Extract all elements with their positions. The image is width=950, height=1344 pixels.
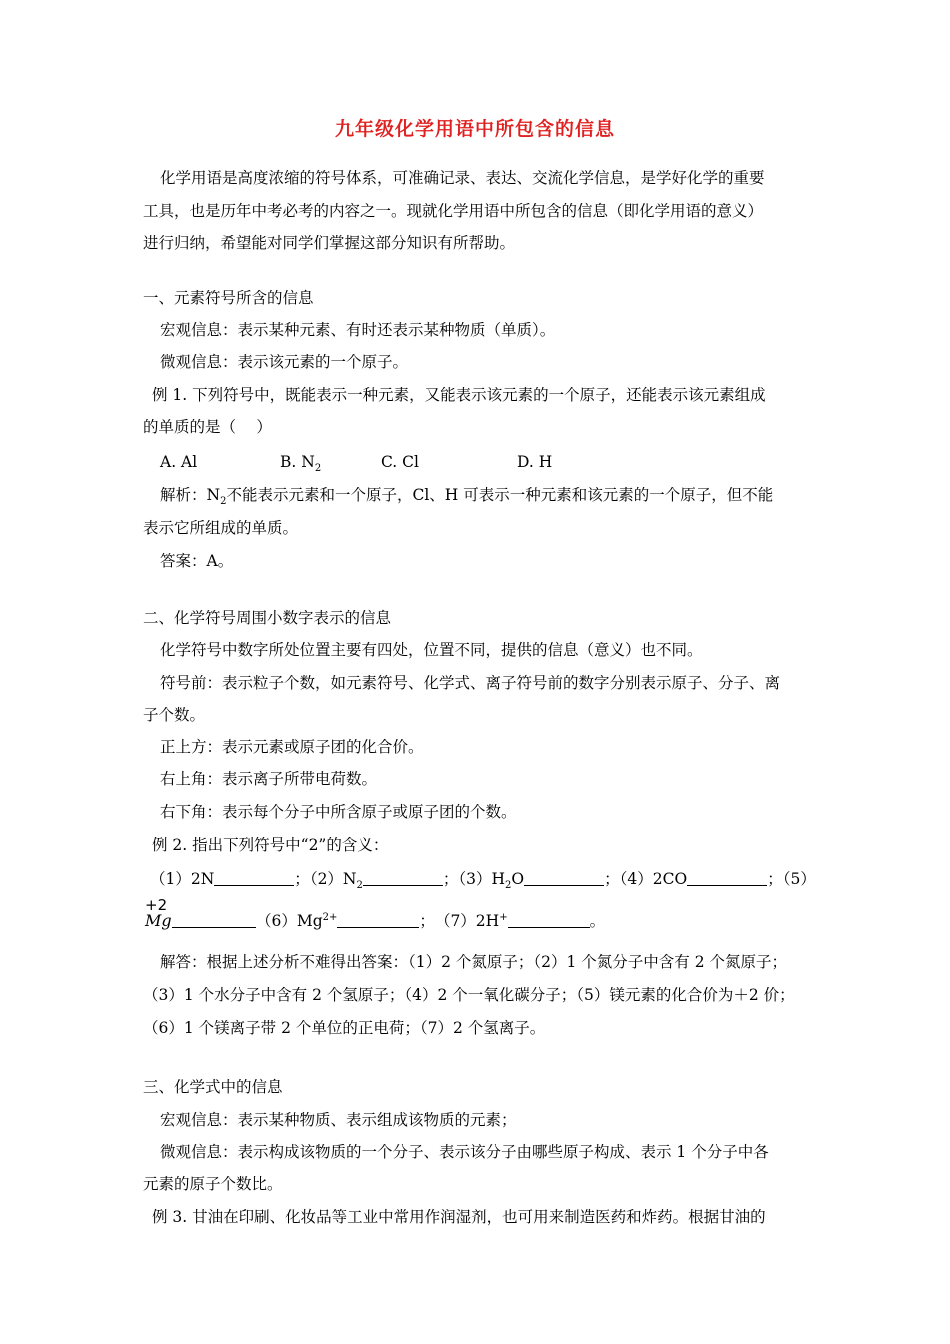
valence-charge: +2 bbox=[145, 896, 168, 914]
example2-questions-row-2: $(6)Mg^{2+}$ ； （7）2H+ 。 bbox=[172, 911, 605, 931]
option-d: D. H bbox=[517, 453, 553, 471]
lower-right: 右下角：表示每个分子中所含原子或原子团的个数。 bbox=[160, 803, 517, 821]
section2-line-1: 化学符号中数字所处位置主要有四处，位置不同，提供的信息（意义）也不同。 bbox=[160, 641, 703, 659]
answer-blank-4[interactable] bbox=[687, 871, 767, 886]
intro-line-3: 进行归纳，希望能对同学们掌握这部分知识有所帮助。 bbox=[143, 234, 516, 252]
section2-heading: 二、化学符号周围小数字表示的信息 bbox=[143, 609, 392, 627]
question-4: （4）2CO bbox=[619, 870, 688, 888]
valence-symbol-mg bbox=[145, 898, 172, 928]
answer1: 答案：A。 bbox=[160, 552, 234, 570]
before-symbol-line-2: 子个数。 bbox=[143, 706, 206, 724]
answer-blank-2[interactable] bbox=[363, 871, 443, 886]
section3-heading: 三、化学式中的信息 bbox=[143, 1078, 283, 1096]
example1-options bbox=[160, 452, 580, 475]
answer-blank-6[interactable] bbox=[337, 913, 419, 928]
section1-heading: 一、元素符号所含的信息 bbox=[143, 289, 314, 307]
question-7: （7）2H+ bbox=[442, 911, 508, 930]
answer-blank-7[interactable] bbox=[508, 913, 590, 928]
analysis1-line-2: 表示它所组成的单质。 bbox=[143, 519, 299, 537]
section1-macro: 宏观信息：表示某种元素、有时还表示某种物质（单质）。 bbox=[160, 321, 556, 339]
answer2-line-1: 解答：根据上述分析不难得出答案：（1）2 个氮原子；（2）1 个氮分子中含有 2 个氮原子； bbox=[160, 953, 788, 971]
question-5: （5） bbox=[782, 870, 816, 888]
before-symbol-line-1: 符号前：表示粒子个数，如元素符号、化学式、离子符号前的数字分别表示原子、分子、离 bbox=[160, 674, 781, 692]
example3-line-1: 例 3. 甘油在印刷、化妆品等工业中常用作润湿剂，也可用来制造医药和炸药。根据甘油的 bbox=[152, 1208, 766, 1226]
answer-blank-5[interactable] bbox=[172, 913, 256, 928]
analysis1-line-1: 解析：$N_2$不能表示元素和一个原子，Cl、H 可表示一种元素和该元素的一个原子，但不能 bbox=[160, 486, 774, 508]
section3-macro: 宏观信息：表示某种物质、表示组成该物质的元素； bbox=[160, 1111, 517, 1129]
section1-micro: 微观信息：表示该元素的一个原子。 bbox=[160, 353, 409, 371]
option-b: B. $N_2$ bbox=[280, 453, 322, 475]
section3-micro-line-1: 微观信息：表示构成该物质的一个分子、表示该分子由哪些原子构成、表示 1 个分子中各 bbox=[160, 1143, 769, 1161]
option-c: C. Cl bbox=[381, 453, 419, 471]
document-title: 九年级化学用语中所包含的信息 bbox=[334, 118, 615, 140]
intro-line-2: 工具，也是历年中考必考的内容之一。现就化学用语中所包含的信息（即化学用语的意义） bbox=[143, 202, 764, 220]
upper-right: 右上角：表示离子所带电荷数。 bbox=[160, 770, 378, 788]
question-3: $(3)H_2O$ bbox=[458, 870, 525, 892]
section3-micro-line-2: 元素的原子个数比。 bbox=[143, 1175, 283, 1193]
example1-line-2: 的单质的是（ ） bbox=[143, 418, 272, 436]
question-2: $(2)N_2$ bbox=[309, 870, 363, 892]
answer-blank-1[interactable] bbox=[214, 871, 294, 886]
option-a: A. Al bbox=[160, 453, 198, 471]
question-6: $(6)Mg^{2+}$ bbox=[256, 911, 338, 930]
example1-line-1: 例 1. 下列符号中，既能表示一种元素，又能表示该元素的一个原子，还能表示该元素组成 bbox=[152, 386, 766, 404]
question-1: （1）2N bbox=[150, 870, 215, 888]
answer-blank-3[interactable] bbox=[524, 871, 604, 886]
answer2-line-2: （3）1 个水分子中含有 2 个氢原子；（4）2 个一氧化碳分子；（5）镁元素的化合价为＋2 价； bbox=[143, 986, 795, 1004]
intro-line-1: 化学用语是高度浓缩的符号体系，可准确记录、表达、交流化学信息，是学好化学的重要 bbox=[160, 169, 765, 187]
example2-questions-row: （1）2N ；$(2)N_2$ ；$(3)H_2O$ ；（4）2CO ；（5） bbox=[150, 870, 816, 892]
above-symbol: 正上方：表示元素或原子团的化合价。 bbox=[160, 738, 424, 756]
example2-prompt: 例 2. 指出下列符号中“2”的含义： bbox=[152, 836, 389, 854]
answer2-line-3: （6）1 个镁离子带 2 个单位的正电荷；（7）2 个氢离子。 bbox=[143, 1019, 546, 1037]
valence-element: Mg bbox=[145, 911, 172, 930]
